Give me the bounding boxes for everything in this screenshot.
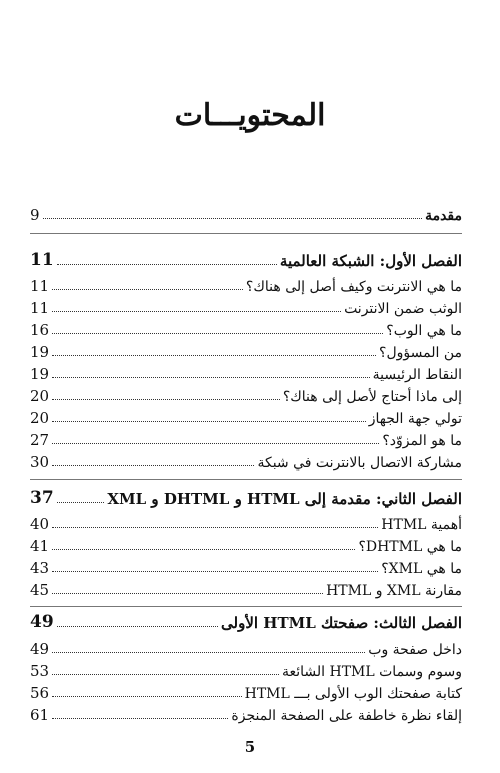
dot-leader (43, 218, 423, 219)
toc-entry-page: 16 (30, 321, 50, 339)
chapter-title: الفصل الثاني: مقدمة إلى HTML و DHTML و XML (107, 490, 462, 508)
chapter-title: الفصل الثالث: صفحتك HTML الأولى (221, 614, 462, 632)
toc-entry (30, 660, 462, 680)
dot-leader (52, 443, 379, 444)
dot-leader (52, 718, 228, 719)
toc-entry (30, 429, 462, 449)
toc-entry (30, 451, 462, 471)
section-divider (30, 233, 462, 234)
toc-entry-label: إلقاء نظرة خاطفة على الصفحة المنجزة (231, 708, 462, 724)
toc-entry-page: 30 (30, 453, 50, 471)
toc-entry (30, 535, 462, 555)
toc-chapter-1 (30, 250, 462, 270)
toc-entry (30, 407, 462, 427)
toc-entry-page: 19 (30, 365, 50, 383)
toc-entry-label: تولي جهة الجهاز (368, 411, 462, 427)
toc-entry-page: 9 (30, 206, 40, 224)
dot-leader (52, 311, 341, 312)
dot-leader (52, 465, 254, 466)
toc-entry-label: الوثب ضمن الانترنت (344, 301, 462, 317)
page-title: المحتويـــات (174, 98, 326, 133)
dot-leader (57, 626, 218, 627)
toc-entry (30, 275, 462, 295)
toc-entry (30, 363, 462, 383)
toc-entry-label: مشاركة الاتصال بالانترنت في شبكة (257, 455, 462, 471)
chapter-title: الفصل الأول: الشبكة العالمية (279, 252, 462, 270)
toc-entry-label: من المسؤول؟ (379, 345, 462, 361)
toc-entry-page: 20 (30, 387, 50, 405)
toc-entry (30, 297, 462, 317)
dot-leader (52, 527, 378, 528)
toc-entry-label: داخل صفحة وب (368, 642, 462, 658)
toc-chapter-2 (30, 488, 462, 508)
toc-entry-page: 11 (30, 277, 50, 295)
dot-leader (52, 674, 279, 675)
toc-entry-label: ما هي الانترنت وكيف أصل إلى هناك؟ (245, 279, 462, 295)
toc-entry (30, 579, 462, 599)
toc-entry (30, 638, 462, 658)
toc-entry (30, 513, 462, 533)
toc-entry-label: ما هي XML؟ (381, 561, 462, 577)
dot-leader (52, 289, 243, 290)
toc-entry-label: مقدمة (425, 208, 462, 224)
chapter-page: 37 (30, 488, 54, 508)
toc-entry-page: 19 (30, 343, 50, 361)
dot-leader (57, 264, 277, 265)
dot-leader (52, 333, 383, 334)
toc-entry (30, 319, 462, 339)
toc-entry-label: مقارنة XML و HTML (326, 583, 462, 599)
toc-entry (30, 385, 462, 405)
dot-leader (52, 399, 280, 400)
toc-entry (30, 557, 462, 577)
toc-entry-page: 53 (30, 662, 50, 680)
dot-leader (52, 652, 365, 653)
toc-entry-label: ما هي الوب؟ (386, 323, 462, 339)
toc-entry-page: 49 (30, 640, 50, 658)
toc-entry-page: 45 (30, 581, 50, 599)
section-divider (30, 479, 462, 480)
dot-leader (52, 593, 323, 594)
toc-entry-page: 11 (30, 299, 50, 317)
dot-leader (52, 355, 376, 356)
page-number: 5 (244, 738, 256, 756)
toc-entry-intro (30, 204, 462, 224)
toc-entry-label: وسوم وسمات HTML الشائعة (281, 664, 462, 680)
toc-chapter-3 (30, 612, 462, 632)
toc-entry-page: 27 (30, 431, 50, 449)
dot-leader (52, 571, 378, 572)
toc-entry-label: النقاط الرئيسية (372, 367, 462, 383)
toc-entry (30, 682, 462, 702)
dot-leader (52, 549, 355, 550)
toc-entry-page: 61 (30, 706, 50, 724)
toc-entry-label: إلى ماذا أحتاج لأصل إلى هناك؟ (282, 389, 462, 405)
toc-entry (30, 704, 462, 724)
dot-leader (57, 502, 105, 503)
toc-entry-label: ما هي DHTML؟ (358, 539, 462, 555)
toc-entry-label: ما هو المزوّد؟ (382, 433, 462, 449)
toc-entry-label: كتابة صفحتك الوب الأولى بـــ HTML (244, 686, 462, 702)
toc-entry (30, 341, 462, 361)
dot-leader (52, 696, 242, 697)
dot-leader (52, 421, 366, 422)
toc-entry-label: أهمية HTML (381, 517, 462, 533)
section-divider (30, 606, 462, 607)
toc-entry-page: 56 (30, 684, 50, 702)
chapter-page: 11 (30, 250, 54, 270)
chapter-page: 49 (30, 612, 54, 632)
toc-entry-page: 41 (30, 537, 50, 555)
toc-entry-page: 20 (30, 409, 50, 427)
toc-entry-page: 43 (30, 559, 50, 577)
dot-leader (52, 377, 370, 378)
toc-entry-page: 40 (30, 515, 50, 533)
